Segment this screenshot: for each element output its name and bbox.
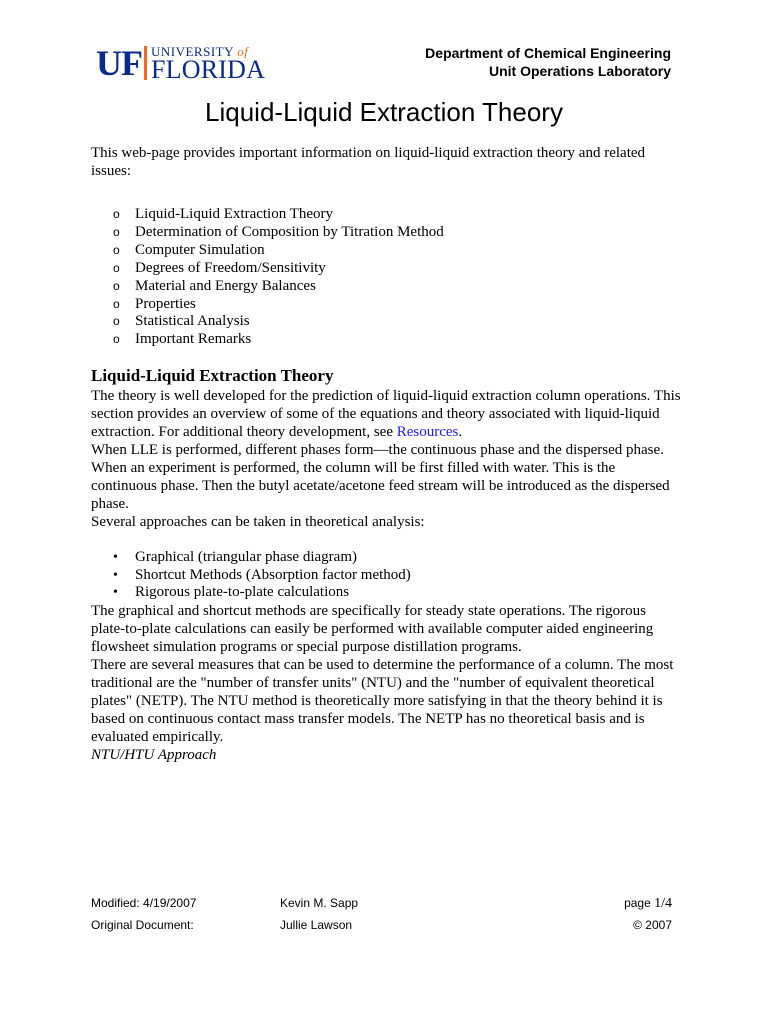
intro-paragraph: This web-page provides important information on liquid-liquid extraction theory and related issues: <box>91 145 646 179</box>
subsection-heading: NTU/HTU Approach <box>91 746 217 763</box>
list-item: • Shortcut Methods (Absorption factor method) <box>113 567 681 585</box>
phases-paragraph: When LLE is performed, different phases form—the continuous phase and the dispersed phase. When an experiment is performed, the column will be first filled with water. This is the continuous phase. Then the butyl acetate/acetone feed stream will be introduced as the dispersed phase. <box>91 442 670 513</box>
toc-item[interactable]: o Liquid-Liquid Extraction Theory <box>113 206 681 224</box>
toc-item[interactable]: o Properties <box>113 296 681 314</box>
department-header <box>425 44 671 80</box>
department-name: Department of Chemical Engineering <box>425 45 671 61</box>
toc-item[interactable]: o Statistical Analysis <box>113 313 681 331</box>
toc-item[interactable]: o Important Remarks <box>113 331 681 349</box>
document-body <box>91 144 681 764</box>
original-author-name: Jullie Lawson <box>280 918 353 932</box>
approaches-intro: Several approaches can be taken in theoretical analysis: <box>91 514 425 531</box>
copyright: © 2007 <box>633 918 672 932</box>
toc-item[interactable]: o Computer Simulation <box>113 242 681 260</box>
modified-date: Modified: 4/19/2007 <box>91 896 197 910</box>
list-item: • Rigorous plate-to-plate calculations <box>113 584 681 602</box>
uf-logo <box>96 44 265 82</box>
original-document-label: Original Document: <box>91 918 194 932</box>
logo-divider <box>144 46 147 80</box>
toc-item[interactable]: o Determination of Composition by Titration Method <box>113 224 681 242</box>
section-heading: Liquid-Liquid Extraction Theory <box>91 366 334 386</box>
author-name: Kevin M. Sapp <box>280 896 359 910</box>
measures-paragraph: There are several measures that can be used to determine the performance of a column. The most traditional are the "number of transfer units" (NTU) and the "number of equivalent theoretical plates" (NETP). The NTU method is theoretically more satisfying in that the theory behind it is based on continuous contact mass transfer models. The NETP has no theoretical basis and is evaluated empirically. <box>91 656 674 745</box>
logo-university: UNIVERSITY of <box>151 43 249 59</box>
methods-paragraph: The graphical and shortcut methods are specifically for steady state operations. The rigorous plate-to-plate calculations can easily be performed with available computer aided engineering flowsheet simulation programs or special purpose distillation programs. <box>91 602 654 655</box>
page-footer <box>91 892 672 936</box>
toc-item[interactable]: o Degrees of Freedom/Sensitivity <box>113 260 681 278</box>
page-number: page 1/4 <box>624 896 672 911</box>
list-item: • Graphical (triangular phase diagram) <box>113 549 681 567</box>
table-of-contents <box>91 206 681 349</box>
resources-link[interactable]: Resources <box>396 424 459 441</box>
logo-uf-letters: UF <box>96 43 142 83</box>
lab-name: Unit Operations Laboratory <box>488 63 671 79</box>
logo-wordmark <box>151 45 265 82</box>
logo-florida: FLORIDA <box>151 54 266 84</box>
page-title: Liquid-Liquid Extraction Theory <box>205 97 563 127</box>
toc-item[interactable]: o Material and Energy Balances <box>113 278 681 296</box>
theory-paragraph: The theory is well developed for the prediction of liquid-liquid extraction column operations. This section provides an overview of some of the equations and theory associated with liquid-liquid extraction. For additional theory development, see Resources. <box>91 388 681 441</box>
approaches-list <box>91 549 681 602</box>
